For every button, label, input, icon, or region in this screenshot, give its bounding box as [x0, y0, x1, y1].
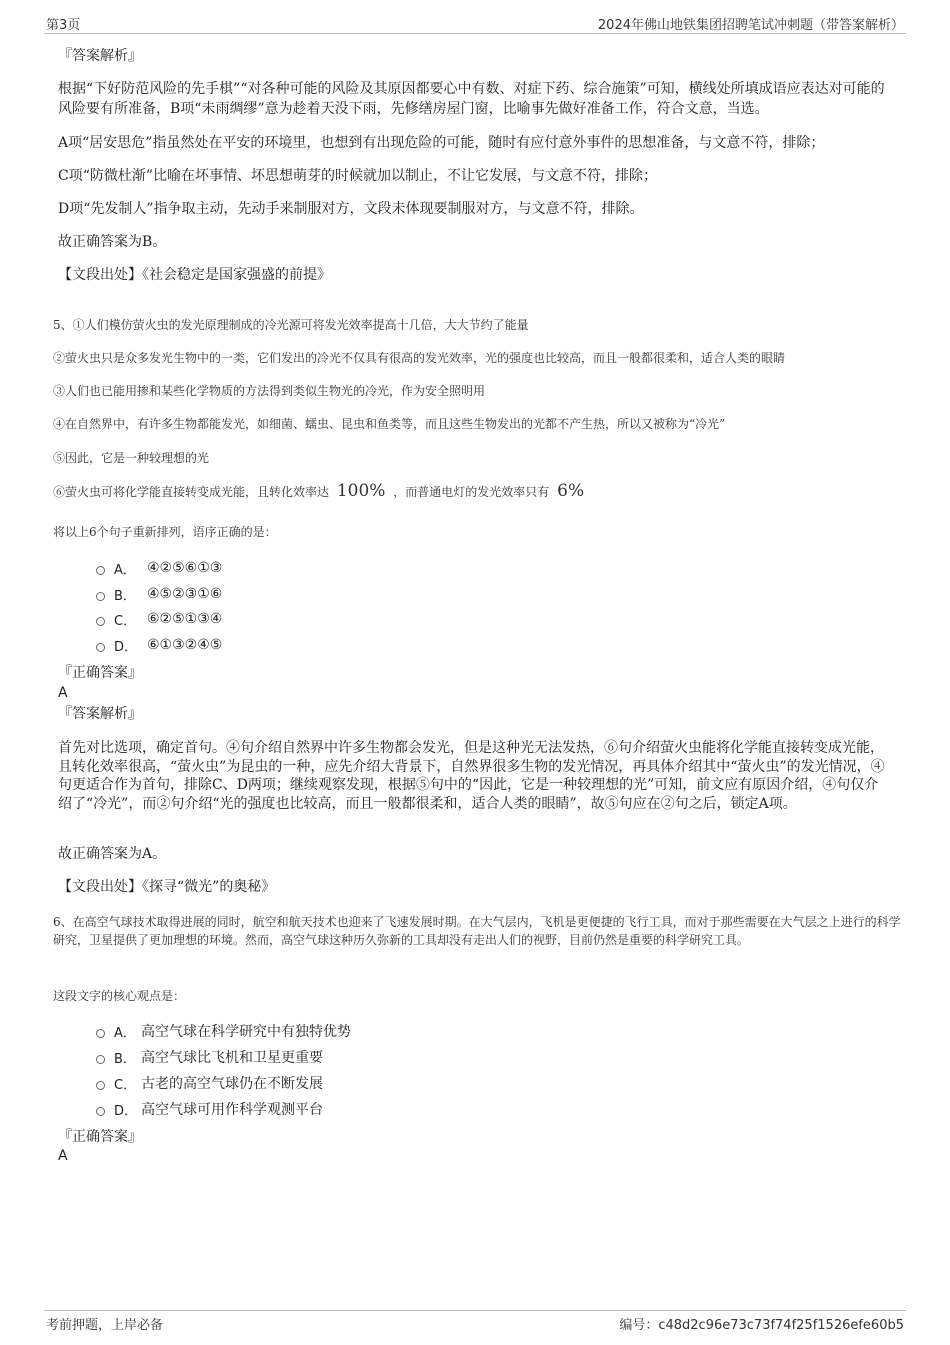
option-d[interactable] [96, 635, 222, 655]
sentence-6-text: ，而普通电灯的发光效率只有 [393, 485, 550, 499]
option-text: ⑥①③②④⑤ [147, 637, 223, 653]
analysis-paragraph: 首先对比选项，确定首句。④句介绍自然界中许多生物都会发光，但是这种光无法发热，⑥句介绍萤火虫能将化学能直接转变成光能，且转化效率很高，“萤火虫”为昆虫的一种，应先介绍大背景下，自然界很多生物的发光情况，再具体介绍其中“萤火虫”的发光情况，④句更适合作为首句，排除C、D两项；继续观察发现，根据⑤句中的“因此，它是一种较理想的光”可知，前文应有原因介绍，④句仅介绍了“冷光”，而②句介绍“光的强度也比较高，而且一般都很柔和，适合人类的眼睛”，故⑤句应在②句之后，锁定A项。 [58, 740, 885, 812]
option-letter: B． [114, 1051, 136, 1067]
analysis-paragraph: 根据“下好防范风险的先手棋”“对各种可能的风险及其原因都要心中有数、对症下药、综合施策”可知，横线处所填成语应表达对可能的风险要有所准备，B项“未雨绸缪”意为趁着天没下雨，先修缮房屋门窗，比喻事先做好准备工作，符合文意，当选。 [58, 81, 885, 117]
option-d[interactable] [96, 1099, 323, 1119]
option-letter: A． [114, 562, 136, 578]
correct-answer-label: 『正确答案』 [58, 665, 142, 681]
option-letter: D． [114, 639, 138, 655]
option-letter: B． [114, 588, 136, 604]
source-citation: 【文段出处】《社会稳定是国家强盛的前提》 [58, 267, 331, 283]
radio-button[interactable] [96, 1107, 105, 1116]
radio-button[interactable] [96, 643, 105, 652]
option-a[interactable] [96, 1021, 351, 1041]
analysis-paragraph: D项“先发制人”指争取主动，先动手来制服对方，文段未体现要制服对方，与文意不符，排除。 [58, 201, 644, 217]
option-text: ⑥②⑤①③④ [147, 611, 223, 627]
formula-100-percent: 100% [336, 481, 386, 501]
conclusion: 故正确答案为A。 [58, 846, 167, 862]
option-text: 高空气球比飞机和卫星更重要 [141, 1050, 323, 1066]
option-text: 古老的高空气球仍在不断发展 [141, 1076, 323, 1092]
sentence-2: ②萤火虫只是众多发光生物中的一类，它们发出的冷光不仅具有很高的发光效率，光的强度也比较高，而且一般都很柔和，适合人类的眼睛 [53, 351, 786, 365]
option-letter: A． [114, 1025, 136, 1041]
radio-button[interactable] [96, 1055, 105, 1064]
page-number: 第3页 [46, 18, 81, 33]
option-c[interactable] [96, 1073, 323, 1093]
option-text: 高空气球在科学研究中有独特优势 [141, 1024, 351, 1040]
code-label: 编号： [619, 1318, 659, 1333]
document-title: 2024年佛山地铁集团招聘笔试冲刺题（带答案解析） [597, 18, 904, 33]
radio-button[interactable] [96, 1029, 105, 1038]
footer-slogan: 考前押题，上岸必备 [46, 1318, 164, 1333]
sentence-6 [53, 483, 584, 501]
option-text: ④②⑤⑥①③ [147, 560, 223, 576]
sentence-1: 5、①人们模仿萤火虫的发光原理制成的冷光源可将发光效率提高十几倍，大大节约了能量 [53, 318, 529, 332]
sentence-3: ③人们也已能用掺和某些化学物质的方法得到类似生物光的冷光，作为安全照明用 [53, 384, 486, 398]
header-divider [44, 33, 906, 34]
option-a[interactable] [96, 558, 222, 578]
footer-divider [44, 1310, 906, 1311]
option-letter: D． [114, 1103, 138, 1119]
source-citation: 【文段出处】《探寻“微光”的奥秘》 [58, 879, 276, 895]
radio-button[interactable] [96, 592, 105, 601]
question-prompt: 将以上6个句子重新排列，语序正确的是： [53, 525, 277, 539]
conclusion: 故正确答案为B。 [58, 234, 167, 250]
radio-button[interactable] [96, 566, 105, 575]
sentence-5: ⑤因此，它是一种较理想的光 [53, 451, 210, 465]
code-value: c48d2c96e73c73f74f25f1526efe60b5 [658, 1318, 904, 1333]
option-letter: C． [114, 613, 137, 629]
correct-answer: A [58, 1148, 68, 1164]
option-letter: C． [114, 1077, 137, 1093]
option-c[interactable] [96, 609, 222, 629]
analysis-label: 『答案解析』 [58, 706, 142, 722]
analysis-paragraph: C项“防微杜渐”比喻在坏事情、坏思想萌芽的时候就加以制止，不让它发展，与文意不符，排除； [58, 168, 658, 184]
radio-button[interactable] [96, 617, 105, 626]
sentence-6-text: ⑥萤火虫可将化学能直接转变成光能，且转化效率达 [53, 485, 330, 499]
option-b[interactable] [96, 584, 222, 604]
option-text: 高空气球可用作科学观测平台 [141, 1102, 323, 1118]
radio-button[interactable] [96, 1081, 105, 1090]
analysis-paragraph: A项“居安思危”指虽然处在平安的环境里，也想到有出现危险的可能，随时有应付意外事件的思想准备，与文意不符，排除； [58, 135, 825, 151]
footer-code [619, 1314, 904, 1333]
correct-answer-label: 『正确答案』 [58, 1129, 142, 1145]
correct-answer: A [58, 685, 68, 701]
sentence-4: ④在自然界中，有许多生物都能发光，如细菌、蠕虫、昆虫和鱼类等，而且这些生物发出的光都不产生热，所以又被称为“冷光” [53, 417, 726, 431]
analysis-label: 『答案解析』 [58, 48, 142, 64]
question-prompt: 这段文字的核心观点是： [53, 989, 186, 1003]
formula-6-percent: 6% [557, 481, 585, 501]
option-text: ④⑤②③①⑥ [147, 586, 223, 602]
option-b[interactable] [96, 1047, 323, 1067]
question-stem: 6、在高空气球技术取得进展的同时，航空和航天技术也迎来了飞速发展时期。在大气层内，飞机是更便捷的飞行工具，而对于那些需要在大气层之上进行的科学研究，卫星提供了更加理想的环境。然而，高空气球这种历久弥新的工具却没有走出人们的视野，目前仍然是重要的科学研究工具。 [53, 915, 901, 947]
